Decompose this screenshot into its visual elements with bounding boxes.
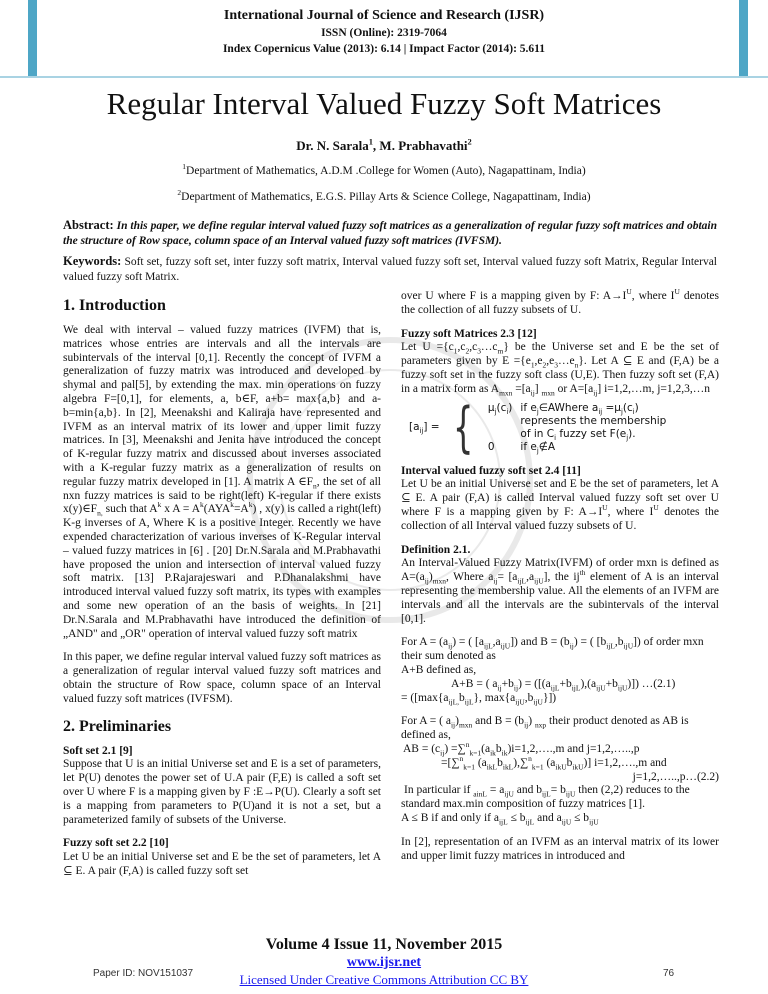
left-column — [63, 296, 381, 879]
paper-title: Regular Interval Valued Fuzzy Soft Matrices — [106, 86, 662, 121]
definition-2-1-text: An Interval-Valued Fuzzy Matrix(IVFM) of order mxn is defined as $A=(a_{ij})_{mxn}$, Where $a_{ij}= [a_{ijL},a_{ijU}]$, the $ij^{th}$ element of A is an interval representing the membership value. All the elements of an IVFM are intervals and all the intervals are the subintervals of the interval [0,1]. — [401, 557, 719, 625]
fuzzy-soft-matrices-heading: Fuzzy soft Matrices 2.3 [12] — [401, 327, 537, 340]
fuzzy-soft-matrices-text: Let $U =\{c_1,c_2,c_3\dots c_m\}$ be the Universe set and E be the set of parameters given by $E =\{e_1,e_2,e_3\dots e_n\}$. Let A ⊆ E and (F,A) be a fuzzy soft set in the fuzzy soft class (U,E). Then fuzzy soft set (F,A) in a matrix form as $A_{mxn} =[a_{ij}]$ $_{mxn}$ or $A=[a_{ij}]$ i=1,2,…m, j=1,2,3,…n — [401, 341, 719, 398]
right-column — [401, 287, 719, 863]
header-divider — [0, 76, 768, 78]
ivfss-text: Let U be an initial Universe set and E be the set of parameters, let A ⊆ E. A pair (F,A) is called Interval valued fuzzy soft set over U where F is a mapping given by F: $A\to I^U$, where $I^U$ denotes the collection of all Interval valued fuzzy subsets of U. — [401, 478, 719, 532]
case2-condition: if $e_j\notin A$ — [520, 440, 556, 455]
journal-index: Index Copernicus Value (2013): 6.14 | Impact Factor (2014): 5.611 — [222, 43, 546, 55]
case2-value: 0 — [487, 440, 495, 453]
abstract — [63, 218, 717, 249]
footer-volume: Volume 4 Issue 11, November 2015 — [265, 936, 503, 953]
footer-license-link[interactable]: Licensed Under Creative Commons Attribution CC BY — [239, 972, 529, 987]
section-heading-preliminaries: 2. Preliminaries — [63, 717, 172, 735]
soft-set-heading: Soft set 2.1 [9] — [63, 744, 133, 757]
sum-definition — [401, 636, 719, 705]
sum-equation-max: = ([$\max\{a_{ijL,}b_{ijL}\}$, $\max\{a_{ijU},b_{ijU}\}$]) — [401, 691, 557, 706]
paper-id: Paper ID: NOV151037 — [93, 968, 194, 979]
paper-authors: Dr. N. Sarala$^1$, M. Prabhavathi$^2$ — [296, 136, 472, 153]
sum-equation-2-1: A+B = ( $a_{ij}+b_{ij}) = ([(a_{ijL}+b_{ijL}),(a_{ijU}+b_{ijU})])$ …(2.1) — [451, 677, 676, 693]
affiliation-2: $^2$Department of Mathematics, E.G.S. Pillay Arts & Science College, Nagapattinam, India) — [177, 188, 591, 203]
product-equation-2-2: j=1,2,…..,p…(2.2) — [632, 770, 719, 783]
definition-2-1-heading: Definition 2.1. — [401, 543, 471, 556]
formula-cases — [484, 402, 670, 454]
fuzzy-soft-set-text: Let U be an initial Universe set and E be the set of parameters, let A ⊆ E. A pair (F,A) is called fuzzy soft set — [63, 851, 381, 877]
journal-name: International Journal of Science and Research (IJSR) — [223, 8, 545, 23]
formula-lhs: $[a_{ij}]$ = — [409, 420, 440, 435]
sum-intro: For $A = (a_{ij})$ = ( $[a_{ijL},a_{ijU}]$) and $B = (b_{ij})$ = ( $[b_{ijL},b_{ijU}]$) of order mxn their sum denoted as — [401, 636, 704, 663]
product-intro: For A = ( $a_{ij})_{mxn}$ and $B = (b_{ij})$ $_{nxp}$ their product denoted as AB is defined as, — [401, 715, 689, 742]
section-heading-introduction: 1. Introduction — [63, 297, 166, 314]
product-equation-2: =[∑$^n_{k=1}$ $(a_{ikL}b_{ikL}),\sum^n_{k=1}$ $(a_{ikU}b_{ikU})$] i=1,2,….,m and — [441, 753, 667, 772]
formula-brace: { — [452, 395, 474, 459]
case1-condition: if $e_j\in AWhere$ $a_{ij} =\mu_j(c_i)$ — [520, 401, 639, 416]
intro-paragraph-1: We deal with interval – valued fuzzy matrices (IVFM) that is, matrices whose entries are intervals and all the intervals are subintervals of the interval [0,1]. Recently the concept of IVFM a generalization of fuzzy matrix was introduced and developed by shymal and pal[5], by extending the max. min operations on fuzzy algebra F=[0,1], for elements, a, b∈F, a+b= max{a,b} and a-b=min{a,b}. In [2], Meenakshi and Kaliraja have represented and IVFM as an interval matrix of its lower and upper limit fuzzy matrices. In [3], Meenakshi and Jenita have introduced the concept of K-regular fuzzy matrix and discussed about inverses associated with a K-regular fuzzy matrix as a generalization of results on regular fuzzy matrix developed in [1]. A matrix A $\in F_n$, the set of all nxn fuzzy matrices is said to be right(left) K-regular if there exists $x(y)\in F_{n,}$ such that $A^k$ x $A = A^k(AYA^k=A^k)$ , x(y) is called a right(left) K-g inverses of A, Where K is a positive Integer. Recently we have expended characterization of various inverses of K-Regular interval – valued fuzzy matrices in [6] . [20] Dr.N.Sarala and M.Prabhavathi have proposed the union and intersection of interval valued fuzzy soft matrix. [13] P.Rajarajeswari and P.Dhanalakshmi have introduced interval valued fuzzy soft matrix, its types with examples and some new operation of an the basis of weights. In [21] Dr.N.Sarala and M.Prabhavathi have introduced the definition of „AND" and „OR" operation of interval valued fuzzy soft matrix — [63, 324, 381, 640]
journal-issn: ISSN (Online): 2319-7064 — [321, 27, 447, 39]
fuzzy-soft-set-heading: Fuzzy soft set 2.2 [10] — [63, 837, 169, 850]
case1-condition-line2: represents the membership — [520, 414, 667, 427]
keywords — [63, 254, 717, 285]
fuzzy-soft-set-text-continued: over U where F is a mapping given by F: $A\to I^U$, where $I^U$ denotes the collection of all fuzzy subsets of U. — [401, 287, 719, 316]
membership-piecewise-formula — [409, 395, 719, 459]
product-note: In particular if $_{ainL} = a_{ijU}$ and $b_{ijL}= b_{ijU}$ then (2,2) reduces to the standard max.min composition of fuzzy matrices [1]. — [401, 784, 690, 811]
last-paragraph: In [2], representation of an IVFM as an interval matrix of its lower and upper limit fuzzy matrices in introduced and — [401, 835, 719, 862]
page-number: 76 — [663, 968, 675, 979]
case1-value: $\mu_j(c_i)$ — [487, 401, 513, 416]
keywords-label: Keywords: — [63, 254, 122, 268]
affiliation-1: $^1$Department of Mathematics, A.D.M .College for Women (Auto), Nagapattinam, India) — [182, 162, 586, 177]
ivfss-heading: Interval valued fuzzy soft set 2.4 [11] — [401, 464, 581, 477]
intro-paragraph-2: In this paper, we define regular interval valued fuzzy soft matrices as a generalization of regular interval valued fuzzy soft matrices and obtain the structure of Row space, column space of an Interval valued fuzzy soft matrices (IVFSM). — [63, 651, 381, 705]
footer-website-link[interactable]: www.ijsr.net — [346, 955, 422, 970]
product-equation: AB = $(c_{ij})$ $=\sum^n_{k=1}(a_{ik}b_{ik})i=1,2,\dots.,m$ and j=1,2,…..,p — [403, 740, 640, 758]
order-relation: A ≤ B if and only if $a_{ijL} \le b_{ijL}$ and $a_{ijU} \le b_{ijU}$ — [401, 811, 599, 827]
abstract-text: In this paper, we define regular interval valued fuzzy soft matrices as a generalization of regular fuzzy soft matrices and obtain the structure of Row space, column space of an Interval valued fuzzy soft matrices (IVFSM). — [63, 220, 717, 247]
abstract-label: Abstract: — [63, 218, 114, 232]
sum-defined-as: A+B defined as, — [401, 663, 477, 676]
product-definition — [401, 715, 719, 825]
soft-set-text: Suppose that U is an initial Universe set and E is a set of parameters, let P(U) denotes the power set of U.A pair (F,E) is called a soft set over U where F is a mapping given by F :E→P(U). Clearly a soft set is a mapping from parameters to P(U)and it is not a set, but a parameterized family of subsets of the Universe. — [63, 758, 381, 826]
keywords-text: Soft set, fuzzy soft set, inter fuzzy soft matrix, Interval valued fuzzy soft set, Interval valued fuzzy soft Matrix, Regular Interval valued fuzzy soft Matrix. — [63, 256, 717, 283]
case1-condition-line3: of in $C_i$ fuzzy set $F(e_j)$. — [520, 427, 636, 442]
